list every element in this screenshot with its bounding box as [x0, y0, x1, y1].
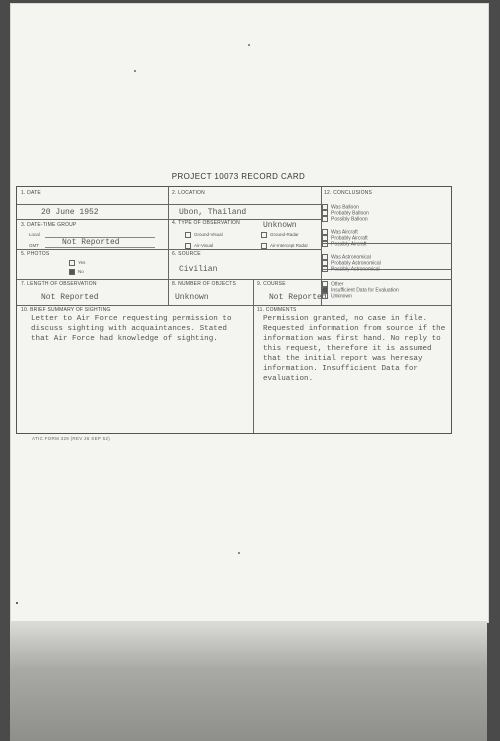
checkbox-icon	[322, 293, 328, 299]
photos-label: 5. PHOTOS	[21, 251, 50, 257]
objects-label: 8. NUMBER OF OBJECTS	[172, 281, 237, 287]
option-ground-visual: Ground-Visual	[185, 232, 223, 238]
checkbox-icon	[261, 243, 267, 249]
comments-line: this request, therefore it is assumed	[263, 345, 432, 353]
form-number: ATIC FORM 329 (REV 26 SEP 52)	[32, 436, 111, 441]
summary-line: discuss sighting with acquaintances. Stated	[31, 325, 227, 333]
conclusion-insufficient-data: Insufficient Data for Evaluation	[322, 287, 399, 293]
conclusion-possibly-balloon: Possibly Balloon	[322, 216, 368, 222]
course-label: 9. COURSE	[257, 281, 286, 287]
checkbox-icon	[322, 216, 328, 222]
comments-line: Requested information from source if the	[263, 325, 446, 333]
comments-line: Permission granted, no case in file.	[263, 315, 428, 323]
scan-speck	[248, 44, 250, 46]
option-air-intercept-radar: Air-Intercept Radar	[261, 243, 308, 249]
checkbox-icon	[185, 232, 191, 238]
conclusions-label: 12. CONCLUSIONS	[324, 190, 373, 196]
course-value: Not Reported	[269, 293, 327, 302]
summary-label: 10. BRIEF SUMMARY OF SIGHTING	[21, 307, 111, 313]
option-air-visual: Air-Visual	[185, 243, 213, 249]
comments-line: that the initial report was heresay	[263, 355, 423, 363]
checkbox-icon	[261, 232, 267, 238]
conclusion-unknown: Unknown	[322, 293, 352, 299]
scan-speck	[16, 602, 18, 604]
dtg-value: Not Reported	[62, 238, 120, 247]
scan-speck	[238, 552, 240, 554]
comments-line: information. Insufficient Data for	[263, 365, 418, 373]
date-value: 20 June 1952	[41, 208, 99, 217]
conclusion-probably-balloon: Probably Balloon	[322, 210, 369, 216]
conclusion-was-balloon: Was Balloon	[322, 204, 359, 210]
comments-label: 11. COMMENTS	[257, 307, 297, 313]
record-card	[16, 186, 452, 434]
conclusion-probably-aircraft: Probably Aircraft	[322, 235, 368, 241]
conclusion-possibly-astronomical: Possibly Astronomical	[322, 266, 380, 272]
conclusion-was-astronomical: Was Astronomical	[322, 254, 371, 260]
location-value: Ubon, Thailand	[179, 208, 247, 217]
comments-line: information was first hand. No reply to	[263, 335, 441, 343]
option-ground-radar: Ground-Radar	[261, 232, 299, 238]
dtg-local-label: Local	[29, 232, 40, 237]
photos-yes: Yes	[69, 260, 85, 266]
photos-no: No	[69, 269, 84, 275]
checkbox-icon	[322, 241, 328, 247]
dtg-label: 3. DATE-TIME GROUP	[21, 222, 77, 228]
scan-speck	[134, 70, 136, 72]
comments-line: evaluation.	[263, 375, 314, 383]
checkbox-icon	[322, 266, 328, 272]
checkbox-icon	[69, 260, 75, 266]
page-title: PROJECT 10073 RECORD CARD	[171, 172, 306, 181]
length-value: Not Reported	[41, 293, 99, 302]
checkbox-icon	[185, 243, 191, 249]
dtg-gmt-label: GMT	[29, 243, 39, 248]
conclusion-was-aircraft: Was Aircraft	[322, 229, 358, 235]
observation-type-value: Unknown	[263, 221, 297, 230]
conclusion-probably-astronomical: Probably Astronomical	[322, 260, 381, 266]
scanner-background	[10, 621, 487, 741]
summary-line: that Air Force had knowledge of sighting.	[31, 335, 218, 343]
date-label: 1. DATE	[21, 190, 41, 196]
objects-value: Unknown	[175, 293, 209, 302]
source-value: Civilian	[179, 265, 218, 274]
checkbox-checked-icon	[69, 269, 75, 275]
length-label: 7. LENGTH OF OBSERVATION	[21, 281, 97, 287]
observation-type-label: 4. TYPE OF OBSERVATION	[172, 220, 240, 226]
summary-line: Letter to Air Force requesting permission to	[31, 315, 232, 323]
conclusion-possibly-aircraft: Possibly Aircraft	[322, 241, 367, 247]
location-label: 2. LOCATION	[172, 190, 205, 196]
conclusion-other: Other	[322, 281, 344, 287]
source-label: 6. SOURCE	[172, 251, 201, 257]
